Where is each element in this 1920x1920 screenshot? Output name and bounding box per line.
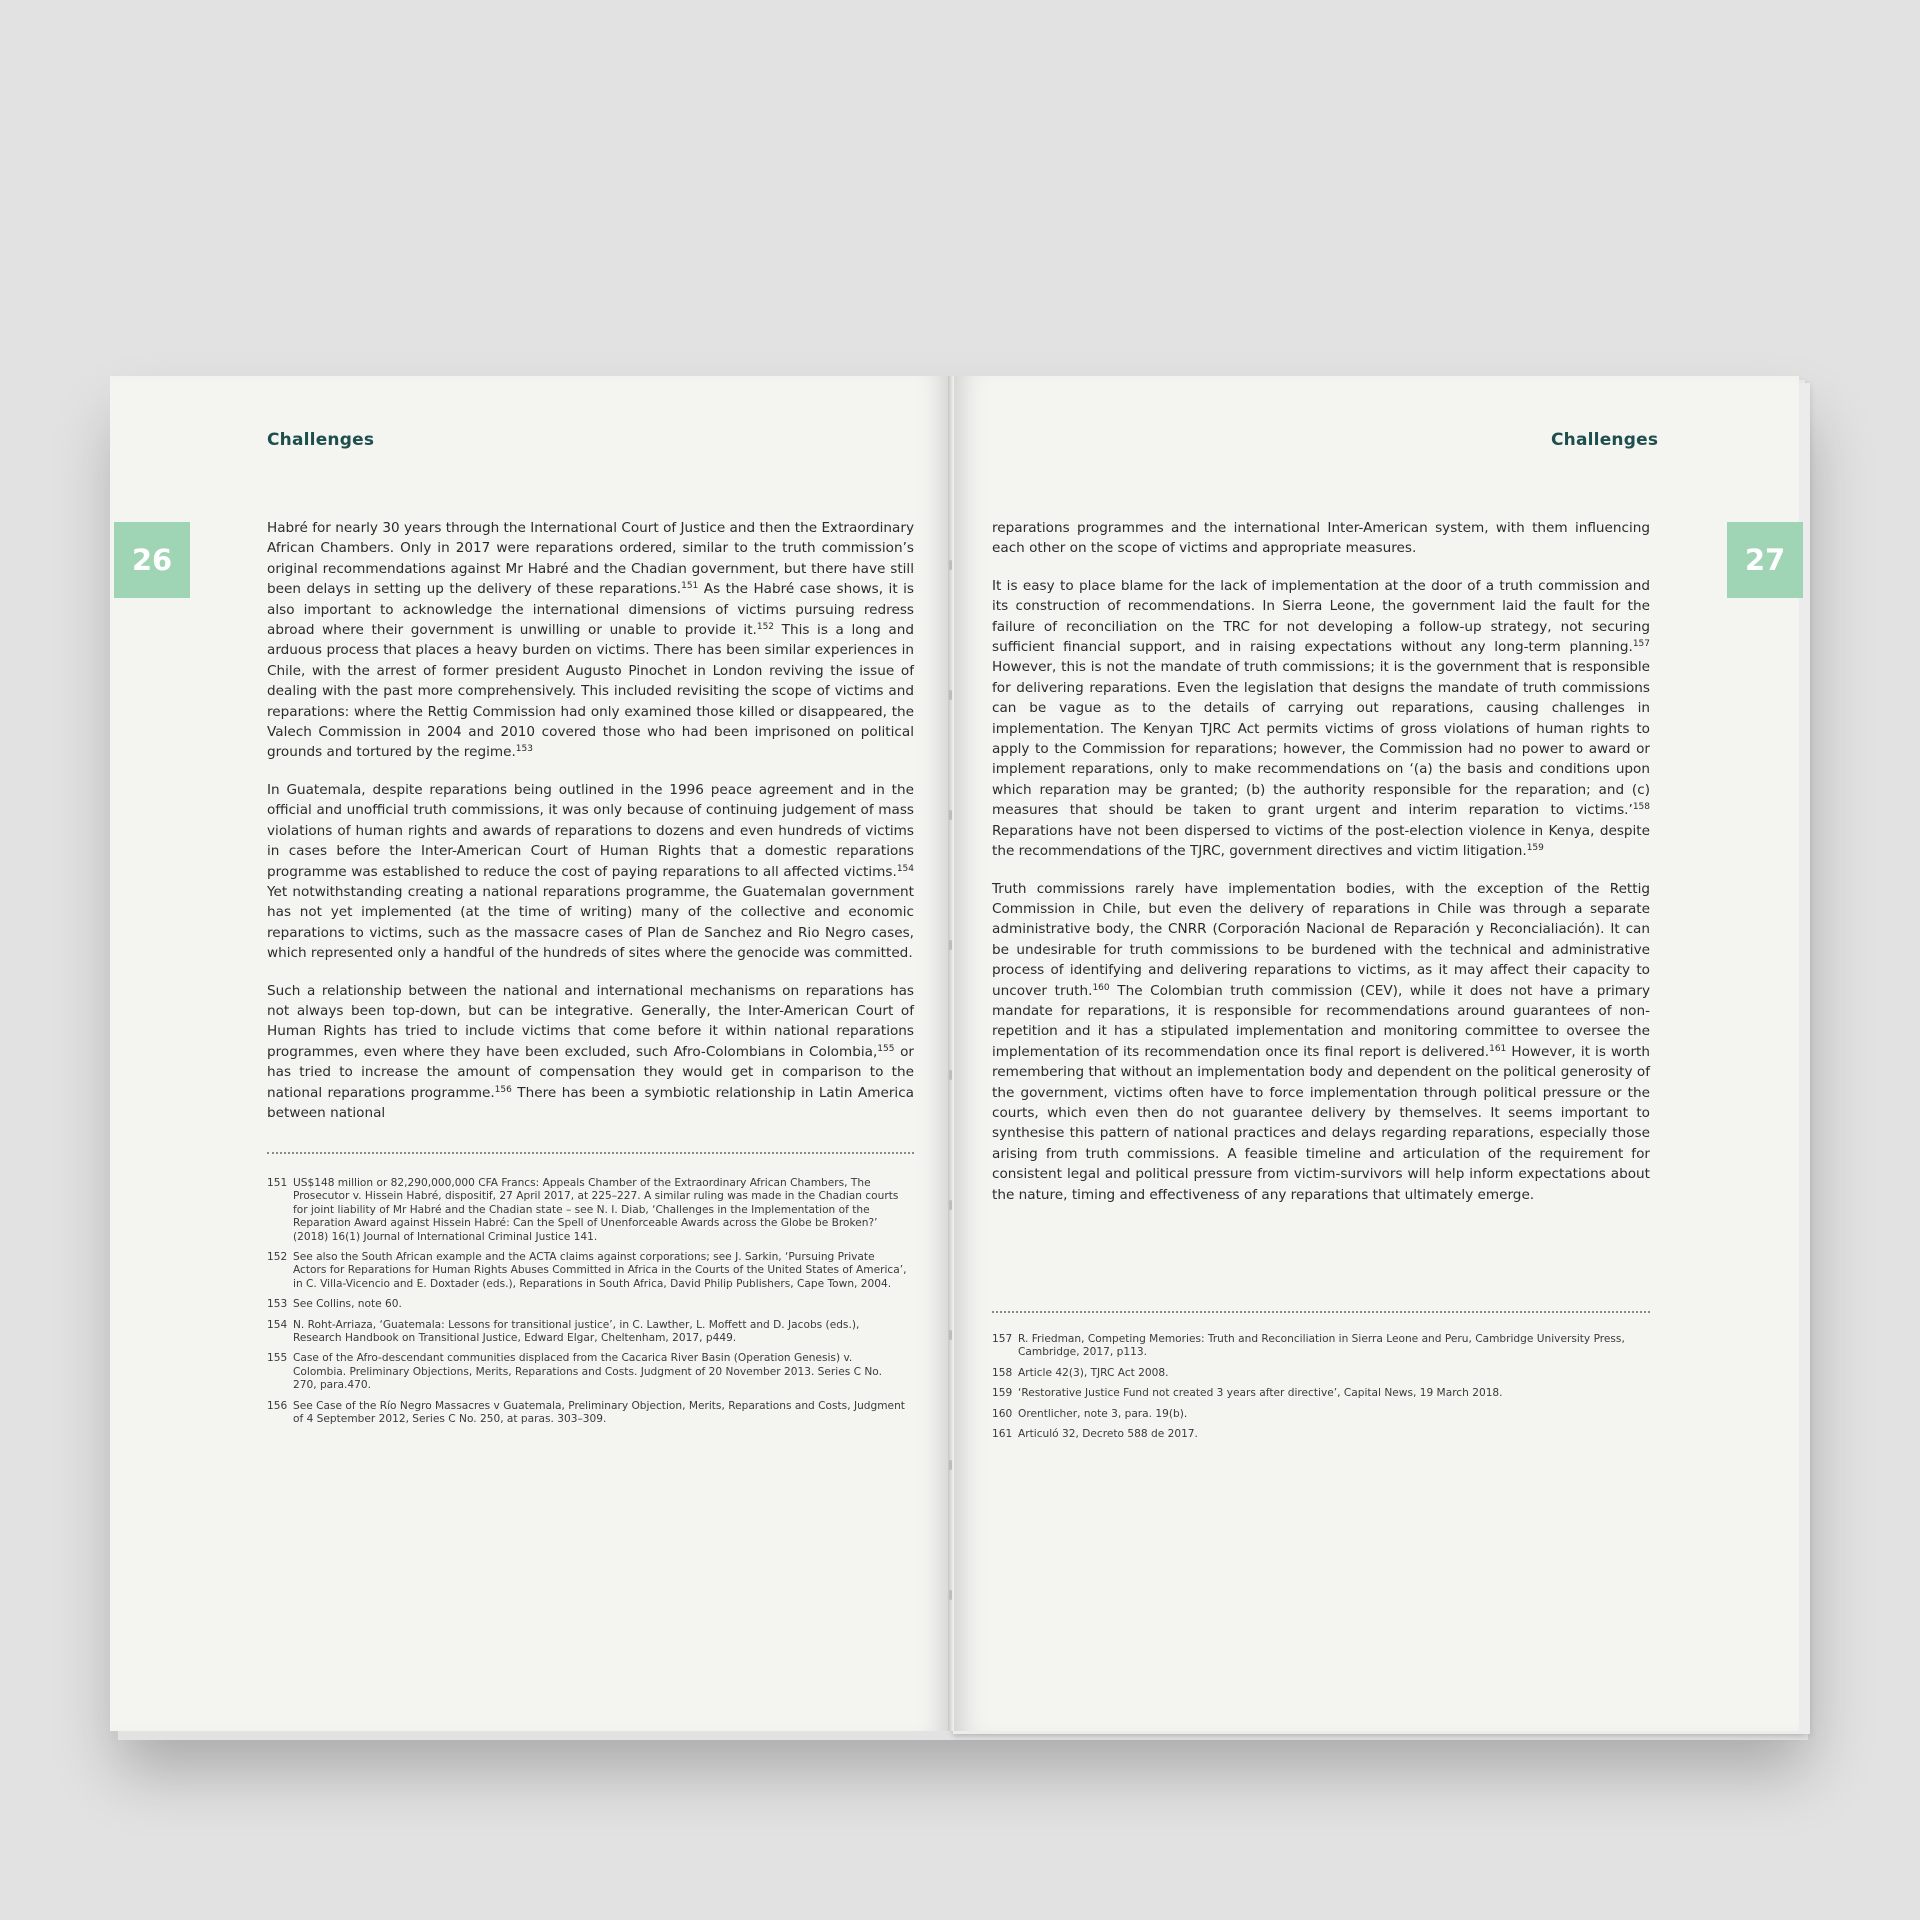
footnote-divider bbox=[267, 1152, 914, 1154]
binding-stitch bbox=[949, 1590, 952, 1600]
paragraph-text: As the Habré case shows, it is also important to acknowledge the international dimensions of victims pursuing redress abroad where their government is unwilling or unable to provide it. bbox=[267, 581, 915, 639]
footnote bbox=[267, 1251, 907, 1291]
footnote-number: 158 bbox=[992, 1366, 1013, 1379]
body-paragraph bbox=[992, 576, 1650, 862]
footnote-text: Articuló 32, Decreto 588 de 2017. bbox=[1018, 1428, 1198, 1441]
footnote-number: 159 bbox=[992, 1387, 1013, 1400]
footnote-text: R. Friedman, Competing Memories: Truth and Reconciliation in Sierra Leone and Peru, Cambridge University Press, Cambridge, 2017, p113. bbox=[1018, 1333, 1625, 1359]
paragraph-text: reparations programmes and the international Inter-American system, with them influencing each other on the scope of victims and appropriate measures. bbox=[992, 520, 1650, 557]
footnote-list bbox=[992, 1333, 1632, 1448]
footnote-number: 153 bbox=[267, 1298, 288, 1311]
footnote bbox=[267, 1400, 907, 1427]
binding-stitch bbox=[949, 560, 952, 570]
footnote-ref: 153 bbox=[515, 744, 533, 755]
footnote bbox=[992, 1408, 1632, 1421]
footnote-text: See Collins, note 60. bbox=[293, 1298, 402, 1311]
footnote-text: See Case of the Río Negro Massacres v Guatemala, Preliminary Objection, Merits, Reparations and Costs, Judgment of 4 September 2012, Series C No. 250, at paras. 303–309. bbox=[293, 1399, 905, 1426]
footnote-number: 157 bbox=[992, 1333, 1013, 1345]
footnote-text: N. Roht-Arriaza, ‘Guatemala: Lessons for transitional justice’, in C. Lawther, L. Moffett and D. Jacobs (eds.), Research Handbook on Transitional Justice, Edward Elgar, Cheltenham, 2017, p449. bbox=[293, 1318, 860, 1345]
footnote-number: 151 bbox=[267, 1177, 288, 1189]
footnote-number: 161 bbox=[992, 1428, 1013, 1441]
footnote-text: Article 42(3), TJRC Act 2008. bbox=[1018, 1366, 1169, 1379]
paragraph-text: Truth commissions rarely have implementation bodies, with the exception of the Rettig Commission in Chile, but even the delivery of reparations in Chile was through a separate administrative body, the CNRR (Corporación Nacional de Reparación y Reconcialiación). It can be undesirable for truth commissions to be burdened with the technical and administrative process of identifying and delivering reparations to victims, as it may affect their capacity to uncover truth. bbox=[992, 880, 1650, 999]
footnote-ref: 161 bbox=[1489, 1043, 1507, 1054]
binding-stitch bbox=[949, 690, 952, 700]
paragraph-text: Such a relationship between the national and international mechanisms on reparations has not always been top-down, but can be integrative. Generally, the Inter-American Court of Human Rights has tried to include victims that come before it within national reparations programmes, even where they have been excluded, such Afro-Colombians in Colombia, bbox=[267, 982, 914, 1060]
footnote-text: ‘Restorative Justice Fund not created 3 years after directive’, Capital News, 19 March 2018. bbox=[1018, 1387, 1503, 1400]
footnote bbox=[992, 1367, 1632, 1380]
paragraph-text: In Guatemala, despite reparations being outlined in the 1996 peace agreement and in the official and unofficial truth commissions, it was only because of continuing judgement of mass violations of human rights and awards of reparations to dozens and even hundreds of victims in cases before the Inter-American Court of Human Rights that a domestic reparations programme was established to reduce the cost of paying reparations to all affected victims. bbox=[267, 781, 914, 880]
footnote-text: US$148 million or 82,290,000,000 CFA Francs: Appeals Chamber of the Extraordinary African Chambers, The Prosecutor v. Hissein Habré, dispositif, 27 April 2017, at 225–227. A similar ruling was made in the Chadian courts for joint liability of Mr Habré and the Chadian state – see N. I. Diab, ‘Challenges in the Implementation of the Reparation Award against Hissein Habré: Can the Spell of Unenforceable Awards across the Globe be Broken?’ (2018) 16(1) Journal of International Criminal Justice 141. bbox=[293, 1177, 899, 1243]
running-head: Challenges bbox=[267, 430, 375, 450]
binding-stitch bbox=[949, 1330, 952, 1340]
page-number-tab: 27 bbox=[1727, 522, 1803, 598]
running-head: Challenges bbox=[1551, 430, 1659, 450]
binding-stitch bbox=[949, 810, 952, 820]
footnote-number: 156 bbox=[267, 1399, 288, 1412]
paragraph-text: Yet notwithstanding creating a national reparations programme, the Guatemalan government has not yet implemented (at the time of writing) many of the collective and economic reparations to victims, such as the massacre cases of Plan de Sanchez and Rio Negro cases, which represented only a handful of the hundreds of sites where the genocide was committed. bbox=[267, 883, 914, 962]
footnote-list bbox=[267, 1177, 907, 1434]
paragraph-text: Reparations have not been dispersed to victims of the post-election violence in Kenya, despite the recommendations of the TJRC, government directives and victim litigation. bbox=[992, 822, 1650, 860]
paragraph-text: This is a long and arduous process that places a heavy burden on victims. There has been similar experiences in Chile, with the arrest of former president Augusto Pinochet in London reviving the issue of dealing with the past more comprehensively. This included revisiting the scope of victims and reparations: where the Rettig Commission had only examined those killed or disappeared, the Valech Commission in 2004 and 2010 covered those who had been imprisoned on political grounds and tortured by the regime. bbox=[267, 622, 914, 761]
footnote-number: 155 bbox=[267, 1352, 288, 1365]
footnote-ref: 151 bbox=[681, 581, 699, 592]
footnote bbox=[267, 1319, 907, 1346]
footnote-ref: 160 bbox=[1092, 982, 1110, 993]
body-paragraph bbox=[267, 518, 914, 763]
book-spine bbox=[948, 376, 954, 1731]
paragraph-text: The Colombian truth commission (CEV), while it does not have a primary mandate for reparations, it is responsible for recommendations around guarantees of non-repetition and it has a stipulated implementation and monitoring committee to oversee the implementation of its recommendation once its final report is delivered. bbox=[992, 982, 1650, 1060]
footnote-ref: 159 bbox=[1526, 843, 1544, 854]
footnote bbox=[267, 1177, 907, 1244]
footnote-ref: 152 bbox=[756, 622, 775, 633]
footnote bbox=[992, 1428, 1632, 1441]
binding-stitch bbox=[949, 1200, 952, 1210]
body-paragraph bbox=[267, 780, 914, 964]
binding-stitch bbox=[949, 1460, 952, 1470]
footnote-text: See also the South African example and the ACTA claims against corporations; see J. Sarkin, ‘Pursuing Private Actors for Reparations for Human Rights Abuses Committed in Africa in the Courts of the United States of America’, in C. Villa-Vicencio and E. Doxtader (eds.), Reparations in South Africa, David Philip Publishers, Cape Town, 2004. bbox=[293, 1251, 907, 1290]
footnote-text: Case of the Afro-descendant communities displaced from the Cacarica River Basin (Operation Genesis) v. Colombia. Preliminary Objections, Merits, Reparations and Costs. Judgment of 20 November 2013. Series C No. 270, para.470. bbox=[293, 1352, 882, 1392]
footnote-divider bbox=[992, 1311, 1650, 1313]
footnote-ref: 156 bbox=[494, 1084, 512, 1095]
body-paragraph bbox=[267, 981, 914, 1124]
paragraph-text: It is easy to place blame for the lack of implementation at the door of a truth commission and its construction of recommendations. In Sierra Leone, the government laid the fault for the failure of reconciliation on the TRC for not developing a follow-up strategy, not securing sufficient financial support, and in raising expectations without any long-term planning. bbox=[992, 577, 1650, 656]
paragraph-text: However, this is not the mandate of truth commissions; it is the government that is responsible for delivering reparations. Even the legislation that designs the mandate of truth commissions can be vague as to the details of carrying out reparations, causing challenges in implementation. The Kenyan TJRC Act permits victims of gross violations of human rights to apply to the Commission for reparations; however, the Commission had no power to award or implement reparations, only to make recommendations on ‘(a) the basis and conditions upon which reparation may be granted; (b) the authority responsible for the reparation; and (c) measures that should be taken to grant urgent and interim reparation to victims.’ bbox=[992, 659, 1650, 819]
footnote bbox=[267, 1352, 907, 1392]
body-text-column bbox=[992, 518, 1650, 1222]
footnote-number: 154 bbox=[267, 1318, 288, 1331]
body-paragraph bbox=[992, 879, 1650, 1206]
page-number-tab: 26 bbox=[114, 522, 190, 598]
footnote-number: 160 bbox=[992, 1407, 1013, 1420]
binding-stitch bbox=[949, 1070, 952, 1080]
footnote-ref: 155 bbox=[877, 1043, 895, 1054]
paragraph-text: There has been a symbiotic relationship in Latin America between national bbox=[267, 1084, 914, 1121]
body-paragraph bbox=[992, 518, 1650, 559]
footnote-ref: 154 bbox=[896, 863, 914, 874]
footnote bbox=[992, 1333, 1632, 1360]
body-text-column bbox=[267, 518, 914, 1140]
footnote-number: 152 bbox=[267, 1251, 288, 1264]
footnote bbox=[267, 1298, 907, 1311]
paragraph-text: Habré for nearly 30 years through the International Court of Justice and then the Extraordinary African Chambers. Only in 2017 were reparations ordered, similar to the truth commission’s original recommendations against Mr Habré and the Chadian government, but there have still been delays in setting up the delivery of these reparations. bbox=[267, 520, 914, 598]
footnote bbox=[992, 1387, 1632, 1400]
footnote-ref: 157 bbox=[1632, 639, 1650, 650]
binding-stitch bbox=[949, 940, 952, 950]
footnote-ref: 158 bbox=[1632, 802, 1650, 813]
paragraph-text: However, it is worth remembering that without an implementation body and dependent on the political generosity of the government, victims often have to force implementation through political pressure or the courts, which even then do not guarantee delivery by themselves. It seems important to synthesise this pattern of national practices and delays regarding reparations, especially those arising from truth commissions. A feasible timeline and articulation of the requirement for consistent legal and political pressure from victim-survivors will help inform expectations about the nature, timing and effectiveness of any reparations that ultimately emerge. bbox=[992, 1043, 1650, 1203]
paragraph-text: or has tried to increase the amount of compensation they would get in comparison to the national reparations programme. bbox=[267, 1043, 914, 1101]
footnote-text: Orentlicher, note 3, para. 19(b). bbox=[1018, 1407, 1188, 1420]
